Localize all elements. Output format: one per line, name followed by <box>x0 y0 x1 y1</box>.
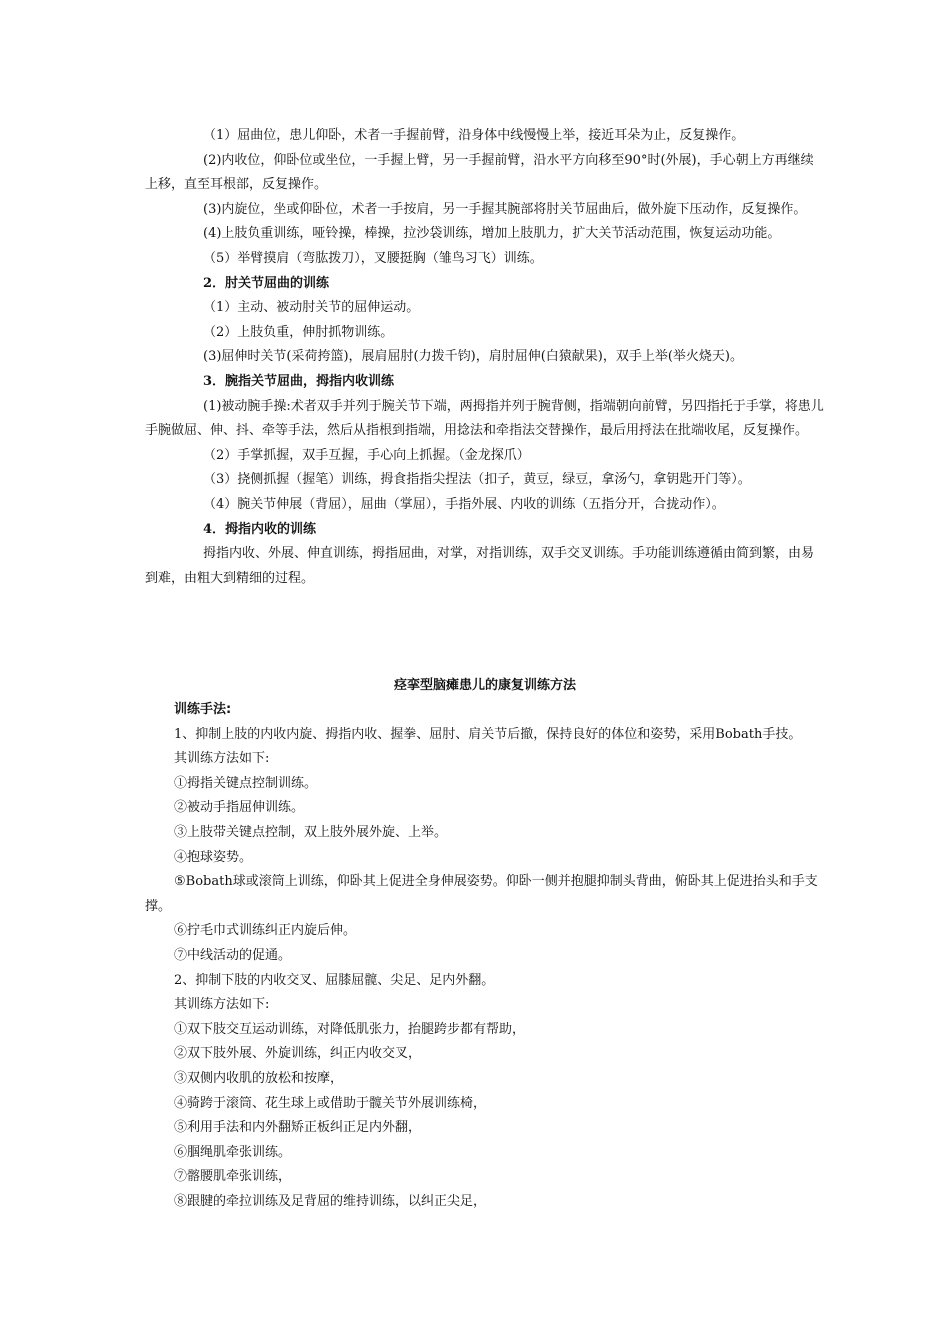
paragraph-flexion-position: （1）屈曲位，患儿仰卧，术者一手握前臂，沿身体中线慢慢上举，接近耳朵为止，反复操作。 <box>203 128 745 143</box>
heading-wrist-finger: 3．腕指关节屈曲，拇指内收训练 <box>203 373 395 389</box>
heading-thumb-adduction: 4．拇指内收的训练 <box>203 521 317 537</box>
training-method-subhead: 训练手法: <box>174 702 232 717</box>
list-item: ③双侧内收肌的放松和按摩， <box>174 1070 344 1086</box>
list-item: ③上肢带关键点控制，双上肢外展外旋、上举。 <box>174 824 448 840</box>
section-spastic-cp-training <box>145 674 825 1214</box>
list-item: 其训练方法如下: <box>174 751 270 767</box>
list-item: 2、抑制下肢的内收交叉、屈膝屈髋、尖足、足内外翻。 <box>174 972 495 988</box>
list-item: 1、抑制上肢的内收内旋、拇指内收、握拳、屈肘、肩关节后撤，保持良好的体位和姿势，采用Bobath手技。 <box>174 726 802 742</box>
paragraph-wrist-1: (1)被动腕手操:术者双手并列于腕关节下端，两拇指并列于腕背侧，指端朝向前臂，另四指托于手掌，将患儿手腕做屈、伸、抖、牵等手法，然后从指根到指端，用捻法和牵指法交替操作，最后用捋法在批端收尾，反复操作。 <box>145 398 824 439</box>
list-item: ④抱球姿势。 <box>174 849 253 865</box>
list-item: 其训练方法如下: <box>174 997 270 1013</box>
section-title: 痉挛型脑瘫患儿的康复训练方法 <box>393 678 576 693</box>
paragraph-thumb: 拇指内收、外展、伸直训练，拇指屈曲，对掌，对指训练，双手交叉训练。手功能训练遵循由简到繁，由易到难，由粗大到精细的过程。 <box>145 546 815 586</box>
list-item: ⑧跟腱的牵拉训练及足背屈的维持训练，以纠正尖足， <box>174 1193 487 1209</box>
list-item: ①双下肢交互运动训练，对降低肌张力，抬腿跨步都有帮助， <box>174 1021 526 1037</box>
list-item: ②双下肢外展、外旋训练，纠正内收交叉， <box>174 1046 422 1062</box>
paragraph-wrist-2: （2）手掌抓握，双手互握，手心向上抓握。（金龙探爪） <box>203 447 530 463</box>
paragraph-wrist-4: （4）腕关节伸展（背屈），屈曲（掌屈），手指外展、内收的训练（五指分开，合拢动作）。 <box>203 496 725 512</box>
paragraph-elbow-3: (3)屈伸时关节(采荷挎篮)，展肩屈肘(力拨千钧)，肩肘屈伸(白猿献果)，双手上举(举火烧天)。 <box>203 349 743 365</box>
paragraph-internal-rotation: (3)内旋位，坐或仰卧位，术者一手按肩，另一手握其腕部将肘关节屈曲后，做外旋下压动作，反复操作。 <box>203 201 807 217</box>
list-item: ⑦髂腰肌牵张训练， <box>174 1169 292 1185</box>
list-item: ⑤Bobath球或滚筒上训练，仰卧其上促进全身伸展姿势。仰卧一侧并抱腿抑制头背曲，俯卧其上促进抬头和手支撑。 <box>145 874 818 914</box>
list-item: ⑦中线活动的促通。 <box>174 947 292 963</box>
section-upper-limb-training <box>145 124 825 591</box>
list-item: ④骑跨于滚筒、花生球上或借助于髋关节外展训练椅， <box>174 1095 487 1111</box>
heading-elbow-flexion: 2．肘关节屈曲的训练 <box>203 275 330 291</box>
list-item: ⑤利用手法和内外翻矫正板纠正足内外翻， <box>174 1120 422 1136</box>
paragraph-weight-bearing: (4)上肢负重训练，哑铃操，棒操，拉沙袋训练，增加上肢肌力，扩大关节活动范围，恢复运动功能。 <box>203 226 781 242</box>
list-item: ⑥腘绳肌牵张训练。 <box>174 1144 292 1160</box>
paragraph-wrist-3: （3）挠侧抓握（握笔）训练，拇食指指尖捏法（扣子，黄豆，绿豆，拿汤勺，拿钥匙开门等）。 <box>203 472 751 488</box>
list-item: ②被动手指屈伸训练。 <box>174 800 305 816</box>
paragraph-adduction-position: (2)内收位，仰卧位或坐位，一手握上臂，另一手握前臂，沿水平方向移至90°时(外展)，手心朝上方再继续上移，直至耳根部，反复操作。 <box>145 152 814 193</box>
paragraph-elbow-2: （2）上肢负重，伸肘抓物训练。 <box>203 324 394 340</box>
list-item: ①拇指关键点控制训练。 <box>174 775 318 791</box>
list-item: ⑥拧毛巾式训练纠正内旋后伸。 <box>174 923 357 939</box>
paragraph-raise-arm: （5）举臂摸肩（弯肱拨刀），叉腰挺胸（雏鸟习飞）训练。 <box>203 250 543 266</box>
paragraph-elbow-1: （1）主动、被动肘关节的屈伸运动。 <box>203 300 420 316</box>
